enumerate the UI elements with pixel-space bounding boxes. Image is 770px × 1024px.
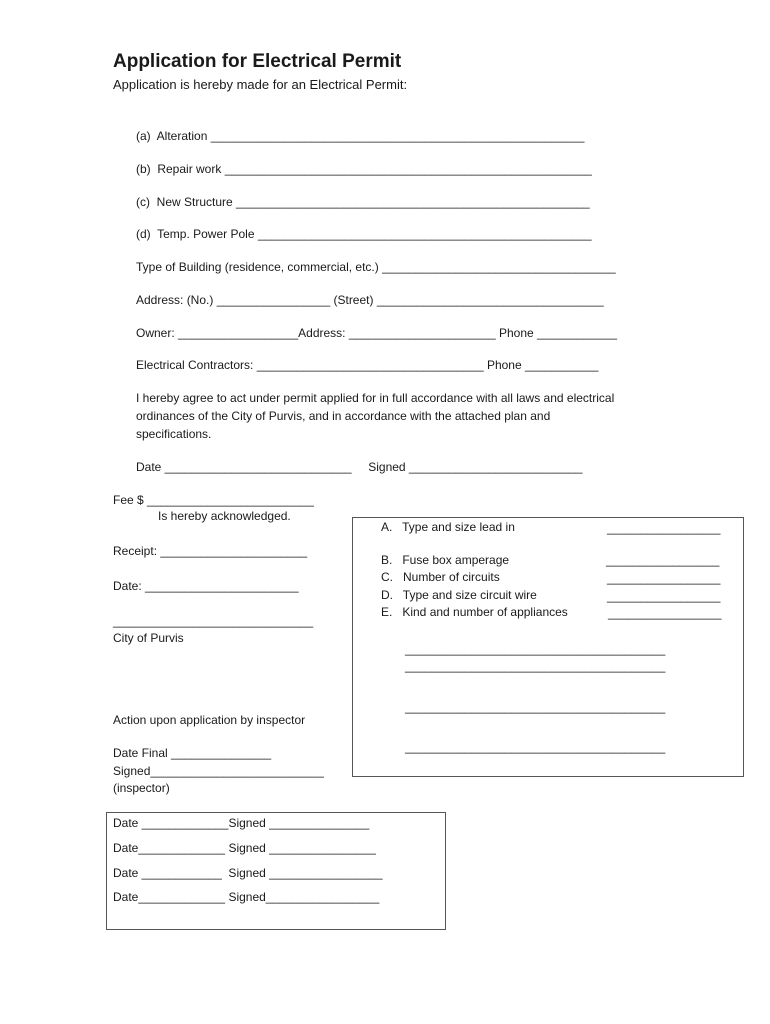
action-heading: Action upon application by inspector bbox=[113, 713, 306, 727]
notes-line[interactable]: _______________________________________ bbox=[405, 659, 666, 673]
agreement-line-3: specifications. bbox=[136, 427, 212, 441]
address-field[interactable]: Address: (No.) _________________ (Street) __________________________________ bbox=[136, 293, 604, 307]
item-a-label: A. Type and size lead in bbox=[381, 520, 515, 534]
page-title: Application for Electrical Permit bbox=[113, 51, 402, 72]
permit-type-repair[interactable]: (b) Repair work _______________________________________________________ bbox=[136, 162, 592, 176]
permit-type-new-structure[interactable]: (c) New Structure _____________________________________________________ bbox=[136, 195, 590, 209]
item-c-blank[interactable]: _________________ bbox=[607, 571, 721, 585]
permit-type-alteration[interactable]: (a) Alteration ________________________________________________________ bbox=[136, 129, 585, 143]
date-signed-field[interactable]: Date ____________________________ Signed __________________________ bbox=[136, 460, 583, 474]
agreement-line-1: I hereby agree to act under permit applied for in full accordance with all laws and electrical bbox=[136, 391, 615, 405]
item-b-blank[interactable]: _________________ bbox=[606, 553, 720, 567]
contractors-field[interactable]: Electrical Contractors: __________________________________ Phone ___________ bbox=[136, 358, 599, 372]
agreement-line-2: ordinances of the City of Purvis, and in accordance with the attached plan and bbox=[136, 409, 551, 423]
owner-field[interactable]: Owner: __________________Address: ______________________ Phone ____________ bbox=[136, 326, 618, 340]
city-name: City of Purvis bbox=[113, 631, 184, 645]
fee-acknowledged: Is hereby acknowledged. bbox=[158, 509, 291, 523]
signed-inspector-field[interactable]: Signed__________________________ bbox=[113, 764, 324, 778]
log-row[interactable]: Date_____________ Signed ________________ bbox=[113, 841, 376, 855]
item-e-label: E. Kind and number of appliances bbox=[381, 605, 568, 619]
item-d-label: D. Type and size circuit wire bbox=[381, 588, 537, 602]
receipt-date-field[interactable]: Date: _______________________ bbox=[113, 579, 299, 593]
log-row[interactable]: Date ____________ Signed _________________ bbox=[113, 866, 383, 880]
city-signature-line[interactable]: ______________________________ bbox=[113, 614, 314, 628]
receipt-field[interactable]: Receipt: ______________________ bbox=[113, 544, 308, 558]
notes-line[interactable]: _______________________________________ bbox=[405, 700, 666, 714]
building-type-field[interactable]: Type of Building (residence, commercial, etc.) ___________________________________ bbox=[136, 260, 616, 274]
inspection-log-box bbox=[106, 812, 446, 930]
date-final-field[interactable]: Date Final _______________ bbox=[113, 746, 272, 760]
permit-type-temp-power-pole[interactable]: (d) Temp. Power Pole __________________________________________________ bbox=[136, 227, 592, 241]
item-e-blank[interactable]: _________________ bbox=[608, 606, 722, 620]
item-a-blank[interactable]: _________________ bbox=[607, 521, 721, 535]
item-d-blank[interactable]: _________________ bbox=[607, 589, 721, 603]
notes-line[interactable]: _______________________________________ bbox=[405, 740, 666, 754]
notes-line[interactable]: _______________________________________ bbox=[405, 642, 666, 656]
inspector-label: (inspector) bbox=[113, 781, 170, 795]
log-row[interactable]: Date_____________ Signed_________________ bbox=[113, 890, 380, 904]
item-c-label: C. Number of circuits bbox=[381, 570, 500, 584]
fee-field[interactable]: Fee $ _________________________ bbox=[113, 493, 314, 507]
inspection-box bbox=[352, 517, 744, 777]
log-row[interactable]: Date _____________Signed _______________ bbox=[113, 816, 370, 830]
item-b-label: B. Fuse box amperage bbox=[381, 553, 510, 567]
intro-text: Application is hereby made for an Electrical Permit: bbox=[113, 77, 408, 92]
